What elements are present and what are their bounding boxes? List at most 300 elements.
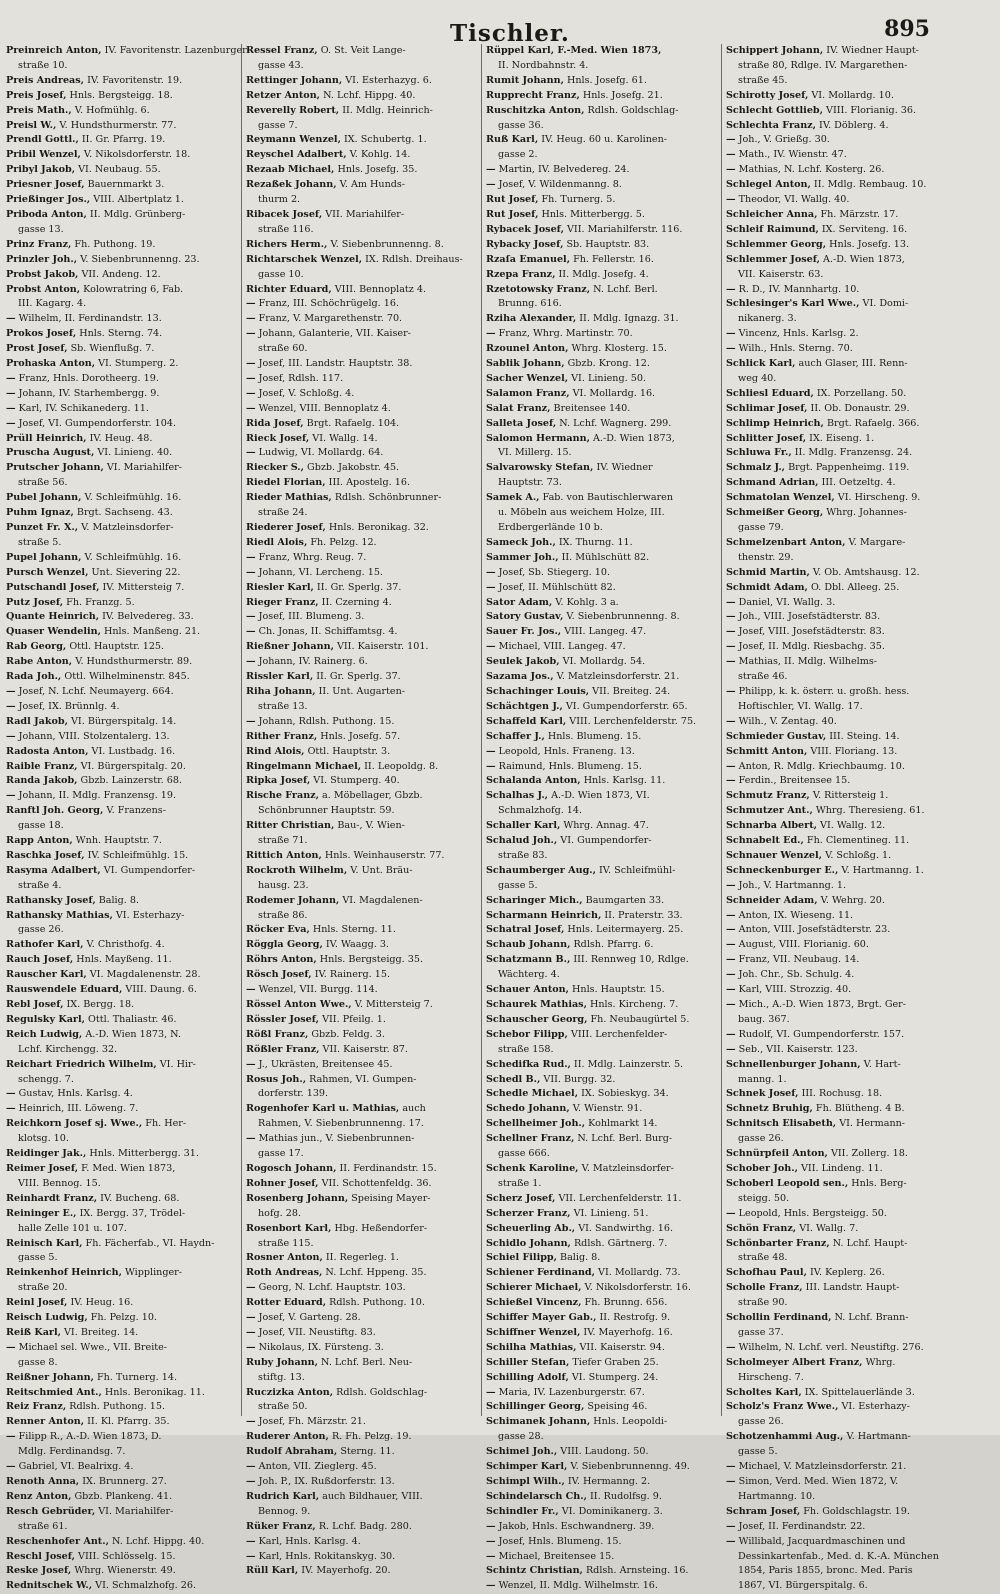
entry-name: Ringelmann Michael,: [246, 760, 362, 772]
directory-entry: [246, 1520, 475, 1535]
entry-name: Prokos Josef,: [6, 328, 77, 340]
entry-name: —: [726, 1535, 736, 1547]
directory-entry: [246, 491, 475, 506]
entry-name: Rut Josef,: [486, 194, 539, 206]
entry-name: Reidinger Jak.,: [6, 1148, 87, 1160]
entry-address: VIII. Florianig. 36.: [822, 104, 917, 116]
entry-name: Resch Gebrüder,: [6, 1505, 96, 1517]
entry-name: Schimper Karl,: [486, 1461, 568, 1473]
entry-name: Schiffner Wenzel,: [486, 1326, 581, 1338]
entry-address: Hnls. Leopoldi-: [590, 1416, 668, 1428]
entry-address: III. Apostelg. 16.: [325, 477, 410, 489]
entry-address: F. Med. Wien 1873,: [78, 1162, 176, 1174]
directory-entry: [486, 372, 715, 387]
entry-address: straße 20.: [18, 1282, 68, 1294]
entry-name: Schidlo Johann,: [486, 1237, 571, 1249]
entry-name: —: [246, 551, 256, 563]
directory-entry: [486, 581, 715, 596]
directory-entry: [486, 1013, 715, 1028]
entry-address: gasse 17.: [258, 1148, 304, 1160]
directory-entry-continuation: [486, 119, 715, 134]
directory-entry: [486, 1326, 715, 1341]
entry-name: Schlemmer Josef,: [726, 253, 820, 265]
entry-name: Ruby Johann,: [246, 1356, 318, 1368]
entry-address: O. St. Veit Lange-: [317, 45, 406, 56]
entry-name: Riecker S.,: [246, 462, 304, 474]
directory-entry: [6, 774, 235, 789]
entry-address: VII. Burgg. 32.: [540, 1073, 616, 1085]
entry-name: Prendl Gottl.,: [6, 134, 79, 146]
entry-address: VII. Breiteg. 24.: [589, 685, 671, 697]
directory-entry-continuation: [246, 1237, 475, 1252]
directory-entry: [486, 625, 715, 640]
entry-name: Preis Math.,: [6, 104, 72, 116]
directory-entry: [6, 715, 235, 730]
entry-address: Bennog. 9.: [258, 1505, 311, 1517]
entry-name: Putz Josef,: [6, 596, 64, 608]
entry-name: Rosner Anton,: [246, 1252, 323, 1264]
directory-entry: [6, 1371, 235, 1386]
directory-entry: [246, 998, 475, 1013]
entry-name: Preisl W.,: [6, 119, 57, 131]
entry-name: Renner Anton,: [6, 1416, 85, 1428]
directory-entry: [726, 610, 956, 625]
entry-address: III. Rennweg 10, Rdlge.: [570, 954, 689, 966]
entry-address: Rdlsh. Schönbrunner-: [331, 492, 442, 504]
entry-address: Balig. 8.: [95, 894, 140, 906]
entry-address: Dessinkartenfab., Med. d. K.-A. München: [738, 1550, 939, 1562]
directory-entry: [486, 998, 715, 1013]
entry-name: Rohner Josef,: [246, 1177, 319, 1189]
entry-address: straße 50.: [258, 1401, 308, 1413]
entry-address: Ottl. Hauptstr. 125.: [66, 641, 165, 653]
entry-name: Preinreich Anton,: [6, 45, 102, 56]
entry-name: —: [6, 700, 16, 712]
entry-address: Tiefer Graben 25.: [569, 1356, 659, 1368]
entry-address: gasse 26.: [738, 1416, 784, 1428]
entry-name: —: [246, 1461, 256, 1473]
entry-address: gasse 79.: [738, 522, 784, 533]
entry-address: VI. Neubaug. 55.: [75, 164, 161, 176]
directory-entry-continuation: [6, 1132, 235, 1147]
directory-entry-continuation: [486, 59, 715, 74]
entry-address: Rdlsh. Goldschlag-: [584, 104, 679, 116]
directory-entry: [6, 1400, 235, 1415]
directory-entry: [486, 1535, 715, 1550]
entry-name: Schächtgen J.,: [486, 700, 563, 712]
directory-entry: [246, 596, 475, 611]
entry-address: Fh. Pelzg. 12.: [307, 536, 377, 548]
entry-address: gasse 5.: [738, 1446, 778, 1458]
entry-address: V. Nikolsdorferstr. 16.: [581, 1282, 691, 1294]
entry-name: Reschenhofer Ant.,: [6, 1535, 109, 1547]
directory-entry: [726, 1058, 956, 1073]
entry-address: Fh. Pelzg. 10.: [87, 1312, 157, 1324]
entry-name: Prießinger Jos.,: [6, 194, 91, 206]
entry-name: Scherzer Franz,: [486, 1207, 571, 1219]
entry-address: manng. 1.: [738, 1073, 787, 1085]
directory-entry: [6, 640, 235, 655]
entry-address: Franz, VII. Neubaug. 14.: [735, 954, 860, 966]
directory-entry: [726, 1430, 956, 1445]
directory-entry: [486, 253, 715, 268]
directory-entry: [6, 461, 235, 476]
entry-address: hausg. 23.: [258, 879, 309, 891]
directory-entry: [246, 208, 475, 223]
directory-entry: [6, 745, 235, 760]
directory-entry: [246, 1192, 475, 1207]
entry-address: Sb. Hauptstr. 83.: [563, 238, 650, 250]
entry-address: Ottl. Wilhelminenstr. 845.: [61, 671, 190, 683]
entry-address: Johann, IV. Rainerg. 6.: [255, 656, 368, 668]
entry-address: August, VIII. Florianig. 60.: [735, 939, 869, 951]
entry-address: R. Lchf. Badg. 280.: [315, 1520, 412, 1532]
directory-entry-continuation: [726, 670, 956, 685]
entry-address: Sterng. 11.: [337, 1446, 395, 1458]
directory-entry: [246, 238, 475, 253]
entry-name: Scholmeyer Albert Franz,: [726, 1356, 863, 1368]
entry-address: VI. Linieng. 40.: [94, 447, 173, 459]
entry-name: —: [486, 179, 496, 191]
entry-address: II. Mdlg. Ignazg. 31.: [576, 313, 679, 325]
directory-entry-continuation: [6, 819, 235, 834]
entry-name: Radl Jakob,: [6, 715, 68, 727]
directory-entry: [486, 1192, 715, 1207]
directory-entry: [726, 491, 956, 506]
entry-name: Renoth Anna,: [6, 1476, 80, 1487]
directory-entry: [6, 983, 235, 998]
entry-name: Rabe Anton,: [6, 656, 73, 668]
entry-address: Willibald, Jacquardmaschinen und: [735, 1535, 906, 1547]
entry-address: Karl, IV. Schikanederg. 11.: [15, 402, 149, 414]
entry-name: —: [726, 134, 736, 146]
entry-address: Josef, V. Schloßg. 4.: [255, 387, 355, 399]
entry-name: Punzet Fr. X.,: [6, 522, 79, 533]
entry-name: Ripka Josef,: [246, 775, 311, 787]
entry-address: IV. Favoritenstr. Lazenburger-: [101, 45, 250, 56]
entry-address: V. Kohlg. 3 a.: [552, 596, 619, 608]
entry-name: Schenk Karoline,: [486, 1162, 579, 1174]
directory-entry: [6, 834, 235, 849]
entry-name: Schedifka Rud.,: [486, 1058, 571, 1070]
entry-name: Reißner Johann,: [6, 1371, 94, 1383]
entry-name: —: [486, 1535, 496, 1547]
entry-address: Ottl. Thaliastr. 46.: [84, 1013, 177, 1025]
directory-entry-continuation: [246, 834, 475, 849]
entry-address: VI. Bürgerspitalg. 14.: [67, 715, 177, 727]
directory-entry: [726, 461, 956, 476]
directory-entry: [6, 1490, 235, 1505]
directory-entry-continuation: [6, 536, 235, 551]
entry-address: straße 24.: [258, 507, 308, 519]
entry-address: II. Gr. Pfarrg. 19.: [78, 134, 166, 146]
entry-name: Rosus Joh.,: [246, 1073, 307, 1085]
directory-entry: [726, 119, 956, 134]
directory-entry: [246, 133, 475, 148]
entry-address: straße 48.: [738, 1252, 788, 1264]
entry-address: Martin, IV. Belvedereg. 24.: [495, 164, 630, 176]
entry-address: II. Leopoldg. 8.: [361, 760, 439, 772]
entry-name: Schluwa Fr.,: [726, 447, 792, 459]
directory-entry: [6, 625, 235, 640]
entry-name: Rathofer Karl,: [6, 939, 84, 951]
directory-entry: [6, 402, 235, 417]
directory-entry: [726, 133, 956, 148]
entry-name: —: [246, 626, 256, 638]
directory-column-1: [2, 44, 250, 1592]
entry-address: Bau-, V. Wien-: [334, 820, 405, 832]
entry-address: Josef, II. Ferdinandstr. 22.: [735, 1520, 866, 1532]
entry-name: Salomon Hermann,: [486, 432, 590, 444]
entry-name: Salvarowsky Stefan,: [486, 462, 594, 474]
directory-entry: [6, 1326, 235, 1341]
entry-address: IV. Keplerg. 26.: [806, 1267, 885, 1279]
entry-name: —: [486, 1550, 496, 1562]
directory-entry-continuation: [726, 521, 956, 536]
entry-address: VI. Domi-: [859, 298, 909, 310]
entry-address: Michael, VIII. Langeg. 47.: [495, 641, 626, 653]
entry-address: V. Rittersteig 1.: [809, 790, 889, 802]
entry-address: VI. Wallg. 12.: [816, 820, 886, 832]
directory-entry: [726, 1475, 956, 1490]
entry-address: IV. Mayerhofg. 16.: [580, 1326, 673, 1338]
entry-address: Johann, II. Mdlg. Franzensg. 19.: [15, 790, 177, 802]
entry-address: Mathias jun., V. Siebenbrunnen-: [255, 1133, 415, 1145]
directory-entry: [486, 923, 715, 938]
entry-address: N. Lchf. Wagnerg. 299.: [556, 417, 672, 429]
directory-entry-continuation: [726, 312, 956, 327]
entry-address: Hnls. Beronikag. 32.: [325, 522, 429, 533]
directory-entry-continuation: [486, 1147, 715, 1162]
directory-entry: [246, 894, 475, 909]
directory-entry: [726, 864, 956, 879]
entry-name: —: [726, 656, 736, 668]
directory-entry: [246, 1162, 475, 1177]
entry-address: Michael sel. Wwe., VII. Breite-: [15, 1341, 168, 1353]
entry-name: —: [246, 1550, 256, 1562]
entry-address: IV. Wiedner: [593, 462, 653, 474]
directory-entry: [6, 104, 235, 119]
directory-entry: [6, 417, 235, 432]
entry-address: Josef, Hnls. Blumeng. 15.: [495, 1535, 622, 1547]
directory-entry: [6, 1087, 235, 1102]
entry-name: Preis Andreas,: [6, 74, 85, 86]
entry-name: Reverelly Robert,: [246, 104, 340, 116]
entry-address: Hnls. Bergsteigg. 18.: [66, 89, 173, 101]
directory-entry: [486, 1371, 715, 1386]
directory-entry: [486, 342, 715, 357]
entry-address: V. Siebenbrunnenng. 8.: [563, 611, 680, 623]
entry-address: Seb., VII. Kaiserstr. 123.: [735, 1043, 858, 1055]
entry-address: IV. Wiedner Haupt-: [823, 45, 919, 56]
directory-entry: [6, 1102, 235, 1117]
entry-name: —: [246, 1535, 256, 1547]
entry-name: Pupel Johann,: [6, 551, 82, 563]
entry-name: Sameck Joh.,: [486, 536, 556, 548]
entry-address: A.-D. Wien 1873, N.: [82, 1028, 181, 1040]
entry-address: V. Franzens-: [103, 805, 166, 817]
entry-address: IX. Thurng. 11.: [555, 536, 633, 548]
entry-address: Johann, VI. Lercheng. 15.: [255, 566, 383, 578]
directory-entry-continuation: [486, 968, 715, 983]
entry-name: —: [246, 358, 256, 370]
directory-entry: [6, 968, 235, 983]
entry-address: Theodor, VI. Wallg. 40.: [735, 194, 850, 206]
entry-name: Rind Alois,: [246, 745, 305, 757]
entry-address: Hnls. Leitermayerg. 25.: [564, 924, 684, 936]
directory-entry: [246, 1028, 475, 1043]
directory-entry-continuation: [246, 193, 475, 208]
entry-address: V. Matzleinsdorfer-: [578, 1162, 674, 1174]
directory-entry: [726, 1505, 956, 1520]
directory-entry-continuation: [726, 1490, 956, 1505]
directory-entry: [6, 760, 235, 775]
entry-name: —: [246, 1058, 256, 1070]
entry-address: gasse 5.: [498, 879, 538, 891]
entry-address: Whrg. Theresieng. 61.: [812, 805, 925, 817]
directory-entry: [486, 640, 715, 655]
entry-name: Schatral Josef,: [486, 924, 565, 936]
directory-entry: [246, 1222, 475, 1237]
entry-address: Franz, V. Margarethenstr. 70.: [255, 313, 403, 325]
directory-entry-continuation: [6, 1520, 235, 1535]
directory-entry: [6, 998, 235, 1013]
directory-entry: [6, 1341, 235, 1356]
directory-entry: [246, 1445, 475, 1460]
entry-name: Schmieder Gustav,: [726, 730, 827, 742]
entry-address: Hnls. Blumeng. 15.: [544, 730, 642, 742]
directory-entry: [726, 596, 956, 611]
entry-address: Ferdin., Breitensee 15.: [735, 775, 851, 787]
directory-entry: [246, 44, 475, 59]
entry-address: VIII. Langeg. 47.: [561, 626, 647, 638]
entry-name: Prinzler Joh.,: [6, 253, 78, 265]
directory-entry: [486, 596, 715, 611]
directory-entry: [486, 670, 715, 685]
directory-entry: [6, 163, 235, 178]
entry-address: Gbzb. Jakobstr. 45.: [303, 462, 400, 474]
entry-address: IV. Schleifmühl-: [595, 864, 676, 876]
directory-entry: [486, 1132, 715, 1147]
entry-address: Whrg.: [862, 1356, 896, 1368]
entry-address: VIII. Daung. 6.: [122, 984, 197, 996]
entry-name: Rogenhofer Karl u. Mathias,: [246, 1103, 400, 1115]
entry-address: baug. 367.: [738, 1013, 790, 1025]
directory-entry: [246, 1415, 475, 1430]
entry-name: Schedo Johann,: [486, 1103, 570, 1115]
entry-name: Schön Franz,: [726, 1222, 797, 1234]
entry-address: Fh. Fächerfab., VI. Haydn-: [82, 1237, 215, 1249]
entry-address: VIII. Albertplatz 1.: [90, 194, 184, 206]
directory-entry: [6, 1535, 235, 1550]
entry-name: Rzepa Franz,: [486, 268, 556, 280]
directory-entry: [726, 938, 956, 953]
entry-name: Renz Anton,: [6, 1490, 72, 1502]
entry-address: Fh. Neubaugürtel 5.: [587, 1013, 690, 1025]
directory-entry-continuation: [6, 1073, 235, 1088]
entry-address: Fh. Puthong. 19.: [71, 238, 156, 250]
entry-name: Schalanda Anton,: [486, 775, 581, 787]
entry-name: —: [726, 283, 736, 295]
entry-address: N. Lchf. Hppeng. 35.: [322, 1267, 427, 1279]
entry-name: Prohaska Anton,: [6, 358, 96, 370]
entry-name: Schneckenburger E.,: [726, 864, 839, 876]
entry-name: Schnitsch Elisabeth,: [726, 1118, 837, 1130]
entry-address: Karl, Hnls. Rokitanskyg. 30.: [255, 1550, 396, 1562]
directory-entry-continuation: [246, 879, 475, 894]
directory-entry: [246, 685, 475, 700]
directory-entry-continuation: [726, 372, 956, 387]
entry-name: —: [726, 879, 736, 891]
entry-address: gasse 5.: [18, 1252, 58, 1264]
entry-address: straße 10.: [18, 59, 68, 71]
entry-name: Rauscher Karl,: [6, 969, 87, 981]
directory-entry-continuation: [6, 476, 235, 491]
directory-entry: [726, 193, 956, 208]
entry-name: Schnetz Bruhig,: [726, 1103, 813, 1115]
entry-address: straße 71.: [258, 835, 308, 847]
entry-address: IV. Mittersteig 7.: [99, 581, 185, 593]
directory-entry-continuation: [246, 119, 475, 134]
entry-name: —: [246, 1133, 256, 1145]
entry-name: Sacher Wenzel,: [486, 372, 569, 384]
entry-name: —: [726, 939, 736, 951]
entry-address: V. Schloßg. 1.: [822, 849, 892, 861]
directory-entry: [246, 1460, 475, 1475]
directory-entry: [726, 685, 956, 700]
entry-name: —: [486, 1520, 496, 1532]
entry-address: VIII. Floriang. 13.: [807, 745, 898, 757]
directory-entry: [6, 1192, 235, 1207]
entry-name: Rzetotowsky Franz,: [486, 283, 591, 295]
entry-name: Rathansky Mathias,: [6, 909, 113, 921]
directory-entry: [246, 178, 475, 193]
directory-entry: [486, 178, 715, 193]
directory-entry: [486, 1490, 715, 1505]
entry-name: Schmelzenbart Anton,: [726, 536, 846, 548]
entry-address: Joh., V. Hartmanng. 1.: [735, 879, 847, 891]
entry-address: Josef, IX. Brünnlg. 4.: [15, 700, 120, 712]
directory-entry-continuation: [726, 1192, 956, 1207]
entry-address: II. Regerleg. 1.: [322, 1252, 399, 1264]
directory-entry: [6, 864, 235, 879]
entry-address: Balig. 8.: [556, 1252, 601, 1264]
directory-entry: [246, 1564, 475, 1579]
directory-entry: [726, 834, 956, 849]
entry-name: Rzaſa Emanuel,: [486, 253, 571, 265]
entry-name: Reichart Friedrich Wilhelm,: [6, 1058, 157, 1070]
directory-entry: [486, 208, 715, 223]
directory-entry: [6, 1415, 235, 1430]
directory-entry: [486, 1400, 715, 1415]
directory-entry: [726, 819, 956, 834]
directory-entry: [726, 1266, 956, 1281]
entry-address: Josef, V. Wildenmanng. 8.: [495, 179, 622, 191]
entry-address: VII. Lindeng. 11.: [797, 1162, 883, 1174]
entry-address: IX. Spittelauerlände 3.: [801, 1386, 915, 1398]
directory-entry: [726, 789, 956, 804]
directory-entry: [726, 506, 956, 521]
directory-entry: [486, 1296, 715, 1311]
directory-entry-continuation: [726, 1132, 956, 1147]
entry-address: Math., IV. Wienstr. 47.: [735, 149, 847, 161]
directory-entry: [726, 968, 956, 983]
entry-address: straße 80, Rdlge. IV. Margarethen-: [738, 59, 908, 71]
directory-entry: [486, 312, 715, 327]
directory-entry: [246, 655, 475, 670]
entry-address: VI. Linieng. 51.: [570, 1207, 649, 1219]
entry-name: Scholle Franz,: [726, 1282, 803, 1294]
